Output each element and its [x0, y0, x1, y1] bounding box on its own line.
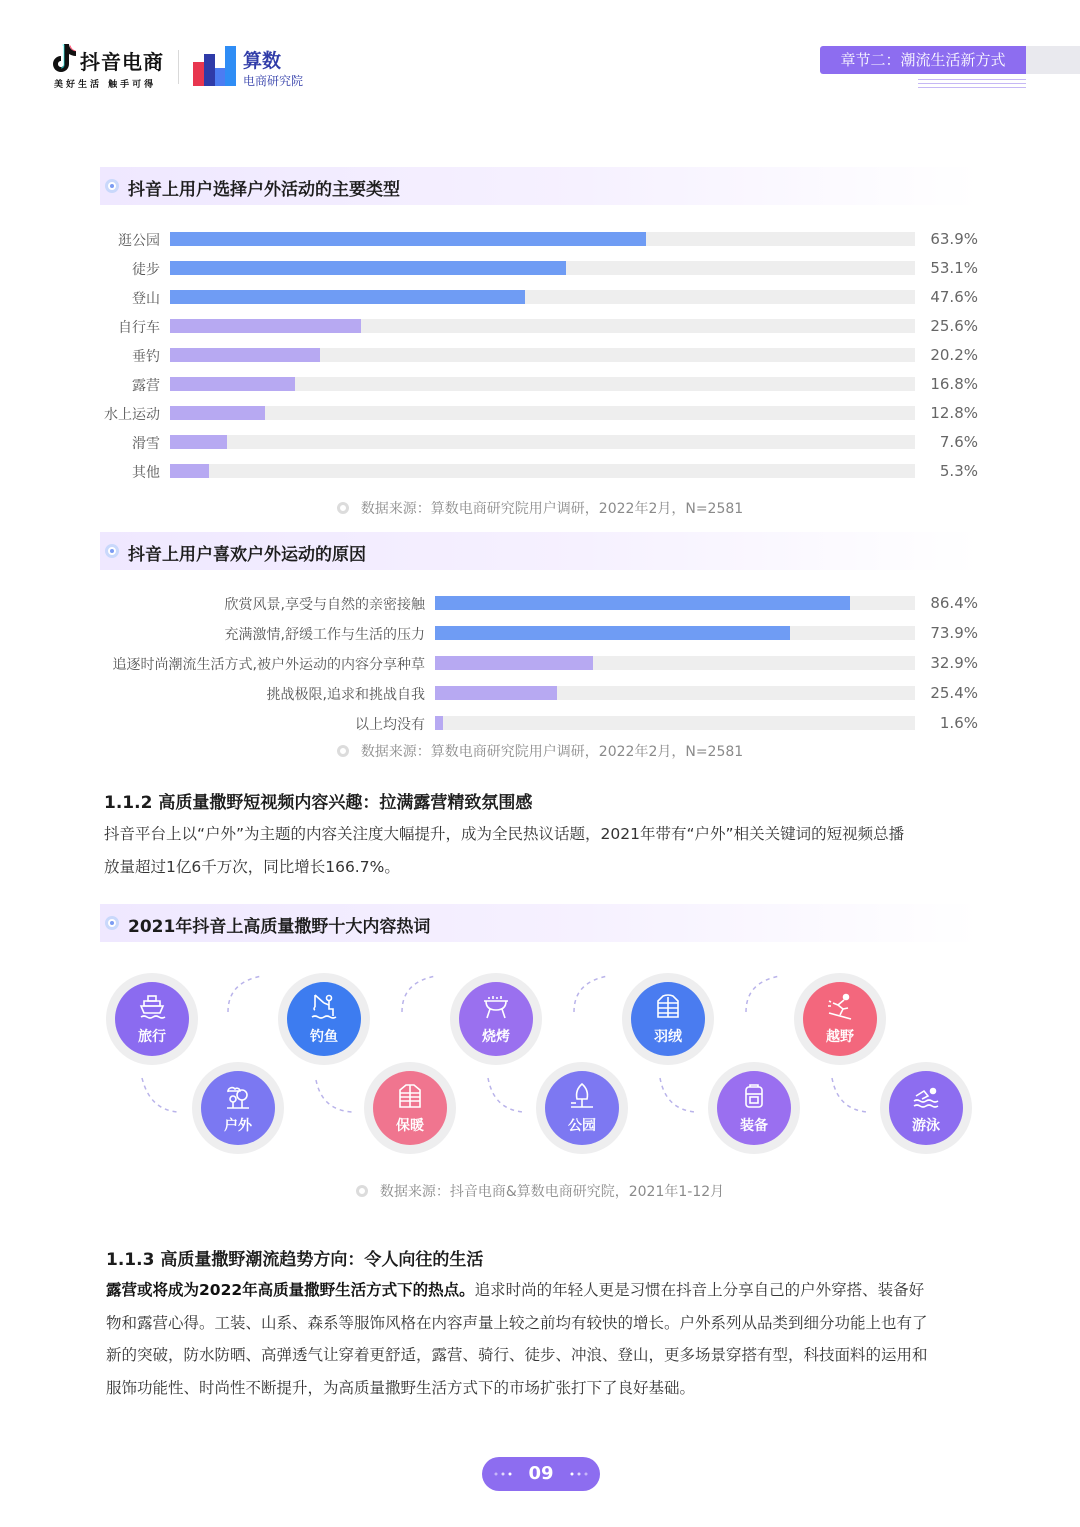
tree-cloud-icon [224, 1082, 252, 1110]
bar-category-label: 徒步 [132, 262, 160, 278]
bar-track [170, 377, 915, 391]
keyword-circle [287, 982, 361, 1056]
keyword-circle [201, 1071, 275, 1145]
douyin-slogan: 美好生活 触手可得 [54, 80, 157, 90]
bar-track [170, 232, 915, 246]
bar-fill [170, 435, 227, 449]
bar-row [0, 370, 1080, 399]
tiktok-note-icon [52, 44, 76, 72]
bullet-dot-icon [105, 179, 119, 193]
bar-row [0, 399, 1080, 428]
bar-fill [170, 319, 361, 333]
bar-row [0, 428, 1080, 457]
skier-icon [826, 993, 854, 1021]
bar-value-label: 73.9% [930, 624, 978, 642]
down-jacket-icon [396, 1082, 424, 1110]
bar-value-label: 25.4% [930, 684, 978, 702]
bar-category-label: 挑战极限,追求和挑战自我 [266, 687, 425, 703]
keyword-word: 旅行 [138, 1029, 166, 1045]
bar-value-label: 20.2% [930, 346, 978, 364]
keyword-bubble-outdoor [192, 1062, 284, 1154]
chart-source-note [0, 498, 1080, 518]
bar-value-label: 32.9% [930, 654, 978, 672]
bar-value-label: 63.9% [930, 230, 978, 248]
keyword-circle [631, 982, 705, 1056]
bar-track [435, 716, 915, 730]
backpack-icon [740, 1082, 768, 1110]
paragraph-line: 物和露营心得。工装、山系、森系等服饰风格在内容声量上较之前均有较快的增长。户外系列从品类到细分功能上也有了 [106, 1313, 928, 1332]
keyword-circle [545, 1071, 619, 1145]
ship-icon [138, 993, 166, 1021]
keyword-word: 烧烤 [482, 1029, 510, 1045]
source-circle-icon [337, 502, 349, 514]
section-title-text: 抖音上用户喜欢户外运动的原因 [128, 545, 366, 565]
bar-category-label: 登山 [132, 291, 160, 307]
bar-value-label: 12.8% [930, 404, 978, 422]
keyword-circle [459, 982, 533, 1056]
keyword-word: 户外 [224, 1118, 252, 1134]
keyword-bubble-bbq [450, 973, 542, 1065]
source-text: 数据来源：算数电商研究院用户调研，2022年2月，N=2581 [360, 744, 744, 760]
keyword-bubble-park [536, 1062, 628, 1154]
keyword-circle [803, 982, 877, 1056]
bar-category-label: 自行车 [118, 320, 160, 336]
bar-value-label: 86.4% [930, 594, 978, 612]
page-header [0, 0, 1080, 110]
keyword-circle [889, 1071, 963, 1145]
bar-value-label: 5.3% [939, 462, 978, 480]
bar-fill [170, 464, 209, 478]
bar-track [170, 435, 915, 449]
source-text: 数据来源：抖音电商&算数电商研究院，2021年1-12月 [379, 1184, 725, 1200]
keyword-word: 游泳 [912, 1118, 940, 1134]
paragraph-line-rest: 追求时尚的年轻人更是习惯在抖音上分享自己的户外穿搭、装备好 [474, 1281, 925, 1299]
bar-fill [170, 406, 265, 420]
keywords-source-note [0, 1181, 1080, 1201]
bar-category-label: 垂钓 [132, 349, 160, 365]
source-text: 数据来源：算数电商研究院用户调研，2022年2月，N=2581 [360, 501, 744, 517]
keyword-circle [717, 1071, 791, 1145]
bar-track [170, 348, 915, 362]
paragraph-line: 新的突破，防水防晒、高弹透气让穿着更舒适，露营、骑行、徒步、冲浪、登山，更多场景穿搭有型，科技面料的运用和 [106, 1346, 928, 1364]
bar-value-label: 1.6% [939, 714, 978, 732]
bar-fill [435, 686, 557, 700]
bar-value-label: 53.1% [930, 259, 978, 277]
bar-track [435, 656, 915, 670]
keyword-word: 越野 [826, 1029, 854, 1045]
keyword-bubble-travel [106, 973, 198, 1065]
section-title-reasons [100, 532, 980, 570]
bar-row [0, 283, 1080, 312]
keyword-word: 羽绒 [654, 1029, 682, 1045]
swimmer-icon [912, 1082, 940, 1110]
paragraph-112 [104, 818, 904, 883]
source-circle-icon [337, 745, 349, 757]
paragraph-line [106, 1274, 928, 1307]
keyword-word: 装备 [740, 1118, 768, 1134]
bar-row [0, 225, 1080, 254]
keyword-circle [115, 982, 189, 1056]
park-tree-icon [568, 1082, 596, 1110]
suanshu-brand-sub: 电商研究院 [243, 74, 304, 88]
bar-row [0, 254, 1080, 283]
paragraph-113 [106, 1274, 928, 1404]
chart-source-note [0, 741, 1080, 761]
keyword-circle [373, 1071, 447, 1145]
bar-track [170, 464, 915, 478]
puffer-icon [654, 993, 682, 1021]
bar-fill [435, 656, 593, 670]
keyword-bubble-warmth [364, 1062, 456, 1154]
bar-row [0, 341, 1080, 370]
bar-row [0, 589, 1080, 619]
bar-fill [435, 596, 850, 610]
grill-icon [482, 993, 510, 1021]
keyword-word: 公园 [568, 1118, 596, 1134]
chapter-label: 章节二：潮流生活新方式 [820, 46, 1026, 74]
bar-category-label: 追逐时尚潮流生活方式,被户外运动的内容分享种草 [112, 657, 425, 673]
bar-value-label: 7.6% [939, 433, 978, 451]
suanshu-bars-icon [193, 44, 237, 86]
bar-fill [170, 261, 566, 275]
page-number-badge [482, 1457, 600, 1491]
bar-category-label: 充满激情,舒缓工作与生活的压力 [224, 627, 425, 643]
bar-fill [435, 626, 790, 640]
chapter-decoration-lines [918, 76, 1026, 88]
source-circle-icon [356, 1185, 368, 1197]
bar-row [0, 457, 1080, 486]
section-title-activity-types [100, 167, 980, 205]
bar-track [170, 290, 915, 304]
douyin-brand-name: 抖音电商 [80, 50, 164, 74]
bar-track [170, 406, 915, 420]
subsection-heading-112: 1.1.2 高质量撒野短视频内容兴趣：拉满露营精致氛围感 [104, 793, 533, 813]
paragraph-line: 放量超过1亿6千万次，同比增长166.7%。 [104, 857, 400, 876]
bar-fill [435, 716, 443, 730]
chapter-tag-tail [1026, 46, 1080, 74]
paragraph-line: 抖音平台上以“户外”为主题的内容关注度大幅提升，成为全民热议话题，2021年带有“户外”相关关键词的短视频总播 [104, 825, 905, 843]
bar-value-label: 16.8% [930, 375, 978, 393]
paragraph-line: 服饰功能性、时尚性不断提升，为高质量撒野生活方式下的市场扩张打下了良好基础。 [106, 1378, 696, 1397]
bar-row [0, 619, 1080, 649]
bar-fill [170, 377, 295, 391]
keyword-word: 保暖 [396, 1118, 424, 1134]
section-title-text: 抖音上用户选择户外活动的主要类型 [128, 180, 400, 200]
bar-category-label: 露营 [132, 378, 160, 394]
bar-value-label: 47.6% [930, 288, 978, 306]
keyword-bubble-swim [880, 1062, 972, 1154]
bar-row [0, 679, 1080, 709]
bar-track [170, 261, 915, 275]
bar-track [435, 686, 915, 700]
keyword-word: 钓鱼 [310, 1029, 338, 1045]
subsection-heading-113: 1.1.3 高质量撒野潮流趋势方向：令人向往的生活 [106, 1250, 484, 1270]
bar-track [170, 319, 915, 333]
bar-category-label: 欣赏风景,享受与自然的亲密接触 [224, 597, 425, 613]
paragraph-lead: 露营或将成为2022年高质量撒野生活方式下的热点。 [106, 1281, 475, 1299]
fishing-icon [310, 993, 338, 1021]
section-title-text: 2021年抖音上高质量撒野十大内容热词 [128, 917, 431, 937]
page-number: 09 [528, 1463, 554, 1484]
bar-category-label: 逛公园 [118, 233, 160, 249]
bar-fill [170, 232, 646, 246]
keyword-bubble-fishing [278, 973, 370, 1065]
bar-row [0, 709, 1080, 739]
bar-fill [170, 348, 320, 362]
section-title-keywords [100, 904, 980, 942]
bar-fill [170, 290, 525, 304]
suanshu-brand-name: 算数 [243, 50, 282, 72]
bullet-dot-icon [105, 544, 119, 558]
bar-category-label: 以上均没有 [355, 717, 425, 733]
logo-divider [178, 50, 179, 84]
bar-value-label: 25.6% [930, 317, 978, 335]
keyword-bubble-down [622, 973, 714, 1065]
dots-decoration-icon [568, 1472, 588, 1476]
bullet-dot-icon [105, 916, 119, 930]
bar-track [435, 596, 915, 610]
keyword-bubble-gear [708, 1062, 800, 1154]
bar-row [0, 649, 1080, 679]
bar-category-label: 水上运动 [104, 407, 160, 423]
bar-track [435, 626, 915, 640]
keyword-bubble-offroad [794, 973, 886, 1065]
bar-category-label: 滑雪 [132, 436, 160, 452]
bar-row [0, 312, 1080, 341]
bar-category-label: 其他 [132, 465, 160, 481]
